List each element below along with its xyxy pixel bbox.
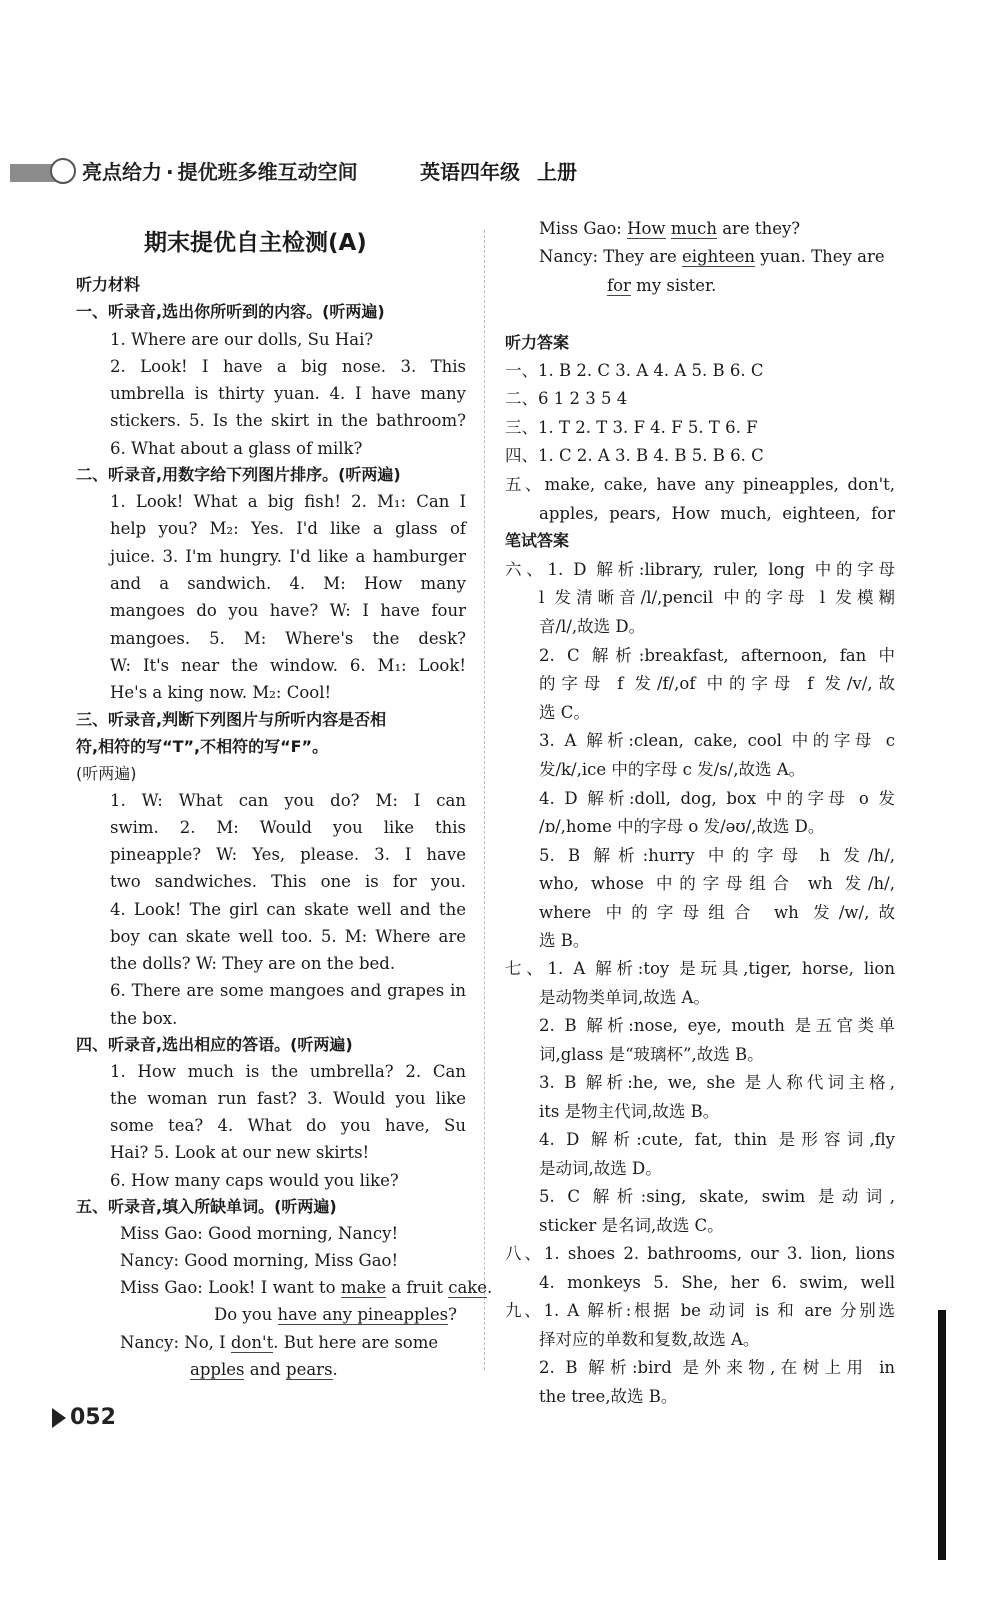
answer-line: 五、make, cake, have any pineapples, don't, [505, 475, 895, 494]
dialogue-line: Nancy: Good morning, Miss Gao! [120, 1251, 399, 1270]
dialogue-text: Miss Gao: [539, 219, 628, 238]
page-edge-shadow [938, 1310, 946, 1560]
text-line: boy can skate well too. 5. M: Where are [110, 927, 466, 946]
book-volume: 上册 [536, 160, 577, 184]
answer-line: 八、1. shoes 2. bathrooms, our 3. lion, lions [505, 1244, 895, 1263]
answer-line: 二、6 1 2 3 5 4 [505, 389, 628, 408]
text-line: 1. Look! What a big fish! 2. M₁: Can I [110, 492, 466, 511]
dialogue-line [190, 1360, 338, 1380]
dialogue-text: . [332, 1360, 338, 1379]
blank-answer: for [607, 276, 631, 295]
answer-line: 2. B 解析:bird 是外来物,在树上用 in [539, 1358, 895, 1377]
column-divider [484, 230, 485, 1370]
text-line: stickers. 5. Is the skirt in the bathroom? [110, 411, 466, 430]
blank-answer: much [670, 219, 717, 238]
dialogue-text: Nancy: No, I [120, 1333, 231, 1352]
page-header [0, 150, 700, 190]
answer-line: 4. D 解析:doll, dog, box 中的字母 o 发 [539, 789, 895, 808]
text-line: 6. There are some mangoes and grapes in [110, 981, 466, 1000]
listening-materials-heading: 听力材料 [76, 275, 141, 294]
dialogue-text: . But here are some [273, 1333, 439, 1352]
answer-line: 的字母 f 发/f/,of 中的字母 f 发/v/,故 [539, 674, 895, 693]
answer-line: its 是物主代词,故选 B。 [539, 1102, 720, 1121]
section-3-heading: 三、听录音,判断下列图片与所听内容是否相 [76, 710, 387, 729]
answer-line: 择对应的单数和复数,故选 A。 [539, 1330, 760, 1349]
text-line: W: It's near the window. 6. M₁: Look! [110, 656, 466, 675]
blank-answer: eighteen [681, 247, 755, 266]
answer-line: who, whose 中的字母组合 wh 发/h/, [539, 874, 895, 893]
dialogue-line [539, 247, 885, 267]
section-2-heading: 二、听录音,用数字给下列图片排序。(听两遍) [76, 465, 401, 484]
listening-answers-heading: 听力答案 [505, 333, 570, 352]
answer-line: sticker 是名词,故选 C。 [539, 1216, 724, 1235]
answer-line: 3. B 解析:he, we, she 是人称代词主格, [539, 1073, 895, 1092]
text-line: 2. Look! I have a big nose. 3. This [110, 357, 466, 376]
answer-line: 5. B 解析:hurry 中的字母 h 发/h/, [539, 846, 895, 865]
answer-line: where 中的字母组合 wh 发/w/,故 [539, 903, 895, 922]
header-book-info [420, 156, 577, 185]
brand-dot: · [166, 160, 174, 184]
answer-line: 3. A 解析:clean, cake, cool 中的字母 c [539, 731, 895, 750]
blank-answer: have any pineapples [277, 1305, 449, 1324]
text-line: the dolls? W: They are on the bed. [110, 954, 396, 973]
text-line: umbrella is thirty yuan. 4. I have many [110, 384, 466, 403]
text-line: juice. 3. I'm hungry. I'd like a hamburger [110, 547, 466, 566]
text-line: mangoes. 5. M: Where's the desk? [110, 629, 466, 648]
section-3-heading-note: (听两遍) [76, 764, 137, 783]
text-line: some tea? 4. What do you have, Su [110, 1116, 466, 1135]
answer-line: 是动词,故选 D。 [539, 1159, 662, 1178]
blank-answer: make [340, 1278, 387, 1297]
answer-line: 词,glass 是“玻璃杯”,故选 B。 [539, 1045, 764, 1064]
brand-subtitle: 提优班多维互动空间 [177, 160, 358, 184]
section-5-heading: 五、听录音,填入所缺单词。(听两遍) [76, 1197, 337, 1216]
brand-logo-icon [50, 158, 76, 184]
text-line: the woman run fast? 3. Would you like [110, 1089, 466, 1108]
text-line: 6. How many caps would you like? [110, 1171, 399, 1190]
brand-name: 亮点给力 [82, 160, 162, 184]
dialogue-line [120, 1278, 492, 1298]
dialogue-text: and [244, 1360, 287, 1379]
dialogue-line: Miss Gao: Good morning, Nancy! [120, 1224, 399, 1243]
answer-line: 2. B 解析:nose, eye, mouth 是五官类单 [539, 1016, 895, 1035]
text-line: swim. 2. M: Would you like this [110, 818, 466, 837]
answer-line: 4. monkeys 5. She, her 6. swim, well [539, 1273, 895, 1292]
text-line: and a sandwich. 4. M: How many [110, 574, 466, 593]
blank-answer: How [627, 219, 666, 238]
dialogue-text: Miss Gao: Look! I want to [120, 1278, 341, 1297]
answer-line: 一、1. B 2. C 3. A 4. A 5. B 6. C [505, 361, 764, 380]
text-line: help you? M₂: Yes. I'd like a glass of [110, 519, 466, 538]
dialogue-line [214, 1305, 457, 1325]
answer-line: the tree,故选 B。 [539, 1387, 678, 1406]
answer-line: 七、1. A 解析:toy 是玩具,tiger, horse, lion [505, 959, 895, 978]
answer-line: 选 B。 [539, 931, 590, 950]
answer-line: 音/l/,故选 D。 [539, 617, 646, 636]
answer-line: l 发清晰音/l/,pencil 中的字母 l 发模糊 [539, 588, 895, 607]
answer-line: 四、1. C 2. A 3. B 4. B 5. B 6. C [505, 446, 764, 465]
text-line: mangoes do you have? W: I have four [110, 601, 466, 620]
text-line: 1. Where are our dolls, Su Hai? [110, 330, 374, 349]
dialogue-text: ? [448, 1305, 457, 1324]
text-line: 1. W: What can you do? M: I can [110, 791, 466, 810]
blank-answer: don't [230, 1333, 274, 1352]
text-line: the box. [110, 1009, 178, 1028]
answer-line: 2. C 解析:breakfast, afternoon, fan 中 [539, 646, 895, 665]
blank-answer: cake [448, 1278, 488, 1297]
answer-line: 5. C 解析:sing, skate, swim 是动词, [539, 1187, 895, 1206]
text-line: Hai? 5. Look at our new skirts! [110, 1143, 370, 1162]
text-line: 4. Look! The girl can skate well and the [110, 900, 466, 919]
dialogue-text: Do you [214, 1305, 278, 1324]
blank-answer: apples [190, 1360, 245, 1379]
page-number: 052 [70, 1405, 116, 1430]
dialogue-text: yuan. They are [755, 247, 885, 266]
page-arrow-icon [52, 1408, 66, 1428]
text-line: He's a king now. M₂: Cool! [110, 683, 332, 702]
answer-line: /ɒ/,home 中的字母 o 发/əʊ/,故选 D。 [539, 817, 825, 836]
dialogue-text: my sister. [630, 276, 717, 295]
answer-line: 发/k/,ice 中的字母 c 发/s/,故选 A。 [539, 760, 806, 779]
answer-line: 选 C。 [539, 703, 590, 722]
dialogue-text: are they? [716, 219, 801, 238]
dialogue-text: . [487, 1278, 493, 1297]
book-subject: 英语四年级 [420, 160, 520, 184]
answer-line: 三、1. T 2. T 3. F 4. F 5. T 6. F [505, 418, 758, 437]
header-brand [82, 156, 358, 185]
page-title: 期末提优自主检测(A) [144, 230, 367, 256]
dialogue-line [607, 276, 716, 296]
dialogue-text: Nancy: They are [539, 247, 682, 266]
answer-line: 4. D 解析:cute, fat, thin 是形容词,fly [539, 1130, 895, 1149]
answer-line: 九、1. A 解析:根据 be 动词 is 和 are 分别选 [505, 1301, 895, 1320]
dialogue-line [539, 219, 800, 239]
written-answers-heading: 笔试答案 [505, 531, 570, 550]
section-1-heading: 一、听录音,选出你所听到的内容。(听两遍) [76, 302, 385, 321]
section-4-heading: 四、听录音,选出相应的答语。(听两遍) [76, 1035, 353, 1054]
answer-line: 是动物类单词,故选 A。 [539, 988, 710, 1007]
section-3-heading-cont: 符,相符的写“T”,不相符的写“F”。 [76, 737, 329, 756]
dialogue-text: a fruit [386, 1278, 449, 1297]
text-line: pineapple? W: Yes, please. 3. I have [110, 845, 466, 864]
answer-line: 六、1. D 解析:library, ruler, long 中的字母 [505, 560, 895, 579]
dialogue-line [120, 1333, 438, 1353]
text-line: 1. How much is the umbrella? 2. Can [110, 1062, 466, 1081]
answer-line: apples, pears, How much, eighteen, for [539, 504, 895, 523]
text-line: 6. What about a glass of milk? [110, 439, 363, 458]
blank-answer: pears [286, 1360, 333, 1379]
text-line: two sandwiches. This one is for you. [110, 872, 466, 891]
